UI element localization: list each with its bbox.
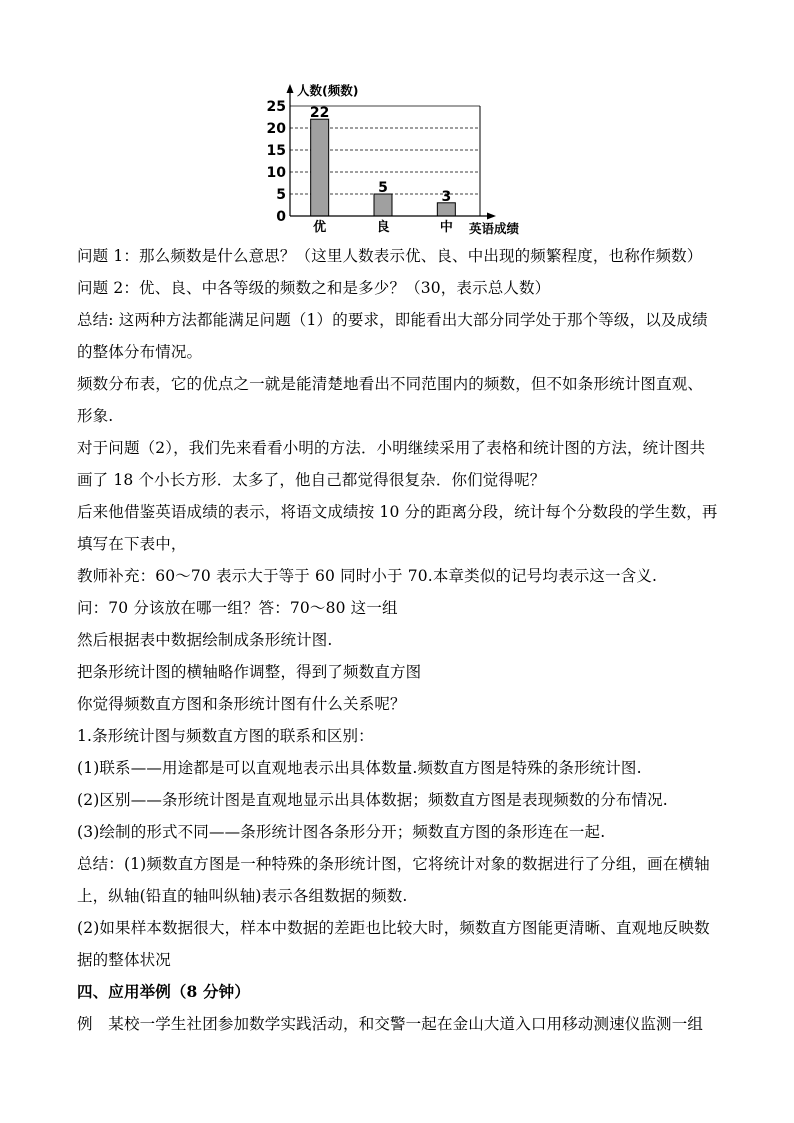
text-line: 后来他借鉴英语成绩的表示，将语文成绩按 10 分的距离分段，统计每个分数段的学生数，再	[77, 503, 718, 521]
x-category-label: 中	[439, 220, 453, 235]
text-line: 的整体分布情况。	[77, 343, 203, 361]
text-line: 形象.	[77, 407, 114, 425]
text-line: (1)联系——用途都是可以直观地表示出具体数量.频数直方图是特殊的条形统计图.	[77, 759, 642, 777]
y-tick-label: 20	[266, 121, 286, 137]
text-line: 问题 1：那么频数是什么意思？（这里人数表示优、良、中出现的频繁程度，也称作频数）	[77, 247, 703, 265]
frequency-bar-chart	[262, 80, 537, 238]
bar-2	[374, 194, 392, 216]
text-line: 频数分布表，它的优点之一就是能清楚地看出不同范围内的频数，但不如条形统计图直观、	[77, 375, 704, 393]
text-line: 据的整体状况	[77, 951, 171, 969]
text-line: 总结: 这两种方法都能满足问题（1）的要求，即能看出大部分同学处于那个等级，以及成绩	[77, 311, 708, 329]
data-label: 3	[441, 188, 452, 205]
text-line: 总结：(1)频数直方图是一种特殊的条形统计图，它将统计对象的数据进行了分组，画在横轴	[77, 855, 710, 873]
chart-svg	[262, 80, 537, 238]
data-label: 5	[378, 180, 388, 196]
text-line: 问：70 分该放在哪一组？答：70～80 这一组	[77, 599, 398, 617]
y-axis-title: 人数(频数)	[297, 83, 359, 98]
paragraph-lines	[77, 240, 722, 976]
text-line: 然后根据表中数据绘制成条形统计图.	[77, 631, 333, 649]
text-line: (2)区别——条形统计图是直观地显示出具体数据；频数直方图是表现频数的分布情况.	[77, 791, 668, 809]
y-tick-label: 25	[266, 99, 286, 115]
x-category-label: 良	[376, 220, 390, 235]
x-category-label: 优	[313, 220, 327, 235]
text-line: 教师补充：60～70 表示大于等于 60 同时小于 70.本章类似的记号均表示这一含义.	[77, 567, 658, 585]
text-line: 对于问题（2），我们先来看看小明的方法．小明继续采用了表格和统计图的方法，统计图共	[77, 439, 706, 457]
y-axis-arrow	[287, 84, 294, 93]
text-line: 你觉得频数直方图和条形统计图有什么关系呢？	[77, 695, 406, 713]
y-tick-label: 15	[266, 143, 286, 159]
text-line: 1.条形统计图与频数直方图的联系和区别：	[77, 727, 374, 745]
y-tick-label: 5	[276, 187, 286, 203]
y-tick-label: 0	[276, 209, 286, 225]
text-line: 画了 18 个小长方形．太多了，他自己都觉得很复杂．你们觉得呢？	[77, 471, 546, 489]
text-line: 填写在下表中，	[77, 535, 187, 553]
section-heading: 四、应用举例（8 分钟）	[77, 982, 250, 1001]
text-line: 上，纵轴(铅直的轴叫纵轴)表示各组数据的频数.	[77, 887, 408, 905]
data-label: 22	[309, 105, 330, 122]
example-line: 例 某校一学生社团参加数学实践活动，和交警一起在金山大道入口用移动测速仪监测一组	[77, 1015, 704, 1033]
x-axis-arrow	[487, 213, 496, 220]
text-line: (2)如果样本数据很大，样本中数据的差距也比较大时，频数直方图能更清晰、直观地反映数	[77, 919, 710, 937]
body-text	[77, 240, 722, 1040]
bar-layer	[311, 119, 456, 216]
text-line: 问题 2：优、良、中各等级的频数之和是多少？（30，表示总人数）	[77, 279, 551, 297]
x-axis-title: 英语成绩	[469, 221, 520, 236]
text-line: (3)绘制的形式不同——条形统计图各条形分开；频数直方图的条形连在一起.	[77, 823, 606, 841]
text-line: 把条形统计图的横轴略作调整，得到了频数直方图	[77, 663, 422, 681]
bar-1	[311, 119, 329, 216]
y-tick-label: 10	[266, 165, 286, 181]
